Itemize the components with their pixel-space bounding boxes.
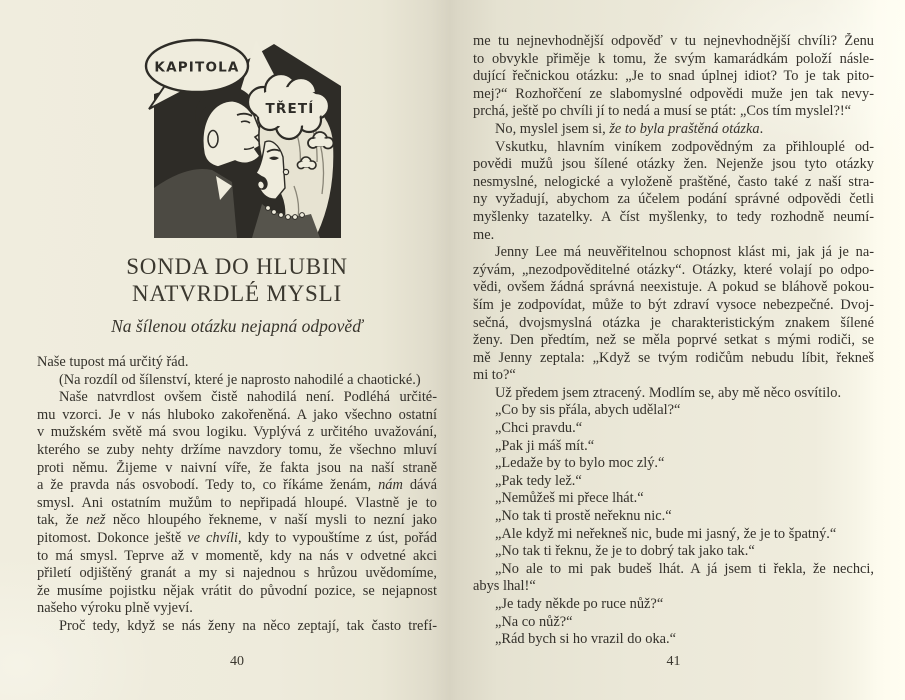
text-line: v mužském světě má svou logiku. Vyplývá z určitého uvažování, <box>37 424 437 441</box>
text-line: mej?“ Rozhořčení ze slabomyslné odpovědi muže jen tak nevy- <box>473 85 874 102</box>
right-page-body <box>473 33 874 649</box>
chapter-subtitle: Na šílenou otázku nejapná odpověď <box>111 316 363 336</box>
text-line: abys lhal!“ <box>473 578 536 595</box>
text-line: Naše natvrdlost ovšem čistě nahodilá není. Podléhá určité- <box>59 389 437 406</box>
chapter-title-line1: SONDA DO HLUBIN <box>126 254 348 279</box>
text-line: me. <box>473 226 495 243</box>
left-page <box>37 0 437 700</box>
text-line: ženy. Den předtím, než se měla poprvé setkat s mými rodiči, se <box>473 332 874 349</box>
text-line: „Pak tedy lež.“ <box>495 472 582 489</box>
text-line: „Rád bych si ho vrazil do oka.“ <box>495 631 677 648</box>
text-line: dující řečnickou otázku: „Je to snad úplnej idiot? To je tak pito- <box>473 68 874 85</box>
text-line: Jenny Lee má neuvěřitelnou schopnost klást mi, jak já je na- <box>495 244 874 261</box>
text-line: me tu nejnevhodnější odpověď v tu nejnevhodnější chvíli? Ženu <box>473 33 874 49</box>
text-line: to má smysl. Teprve až v momentě, kdy na nás v odvetné akci <box>37 547 437 564</box>
text-line: „Ale když mi neřekneš nic, bude mi jasný, že je to špatný.“ <box>495 525 837 542</box>
text-line: našeho výroku plně vyjeví. <box>37 600 193 617</box>
text-line: nesmyslné, nelogické a vyloženě praštěné, často také z naší stra- <box>473 173 874 190</box>
chapter-title <box>37 254 437 307</box>
text-line: mi to?“ <box>473 367 516 384</box>
text-line: No, myslel jsem si, že to byla praštěná otázka. <box>495 120 764 137</box>
text-line: „Nemůžeš mi přece lhát.“ <box>495 490 644 507</box>
text-line: a že pravda nás osvobodí. Tedy to, co říkáme ženám, nám dává <box>37 477 437 494</box>
text-line: zývám, „nezodpověditelné otázky“. Otázky, které volají po odpo- <box>473 261 874 278</box>
text-line: „Ledaže by to bylo moc zlý.“ <box>495 455 665 472</box>
woman-earring <box>283 169 288 174</box>
text-line: „No tak ti prostě neřeknu nic.“ <box>495 508 672 525</box>
text-line: tak, že než něco hloupého řekneme, v naší mysli to nezní jako <box>37 512 437 529</box>
text-line: mě Jenny zeptala: „Když se tvým rodičům nebudu líbit, řekneš <box>473 349 874 366</box>
text-line: kterého se zuby nehty držíme navzdory tomu, že všechno mluví <box>37 441 437 458</box>
thought-cloud-label: TŘETÍ <box>265 101 315 117</box>
text-line: pitomost. Dokonce ještě ve chvíli, kdy to vypouštíme z úst, pořád <box>37 529 437 546</box>
text-line: prchá, ještě po chvíli jí to nedá a musí se ptát: „Cos tím myslel?!“ <box>473 103 852 120</box>
text-line: myšlenky tazatelky. A číst myšlenky, to tedy rozhodně neumí- <box>473 208 874 225</box>
text-line: „Co by sis přála, abych udělal?“ <box>495 402 681 419</box>
text-line: proti němu. Žijeme v naivní víře, že fakta jsou na naší straně <box>37 459 437 476</box>
text-line: ším je zodpovídat, může to být zdraví vysoce nebezpečné. Dvoj- <box>473 296 874 313</box>
text-line: že musíme pojistku nějak vrátit do původní pozice, se nejapnost <box>37 582 437 599</box>
text-line: vědi, ovšem žádná správná neexistuje. A pokud se bláhově pokou- <box>473 279 874 296</box>
left-page-body <box>37 354 437 636</box>
text-line: Vskutku, hlavním viníkem zodpovědným za přihlouplé od- <box>495 138 874 155</box>
text-line: „No tak ti řeknu, že je to dobrý tak jako tak.“ <box>495 543 755 560</box>
text-line: smysl. Ani ostatním mužům to nepřipadá hloupé. Vlastně je to <box>37 494 437 511</box>
text-line: „Pak ji máš mít.“ <box>495 437 595 454</box>
text-line: přiletí odjištěný granát a my si najednou s hrůzou uvědomíme, <box>37 565 437 582</box>
text-line: Už předem jsem ztracený. Modlím se, aby mě něco osvítilo. <box>495 384 842 401</box>
text-line: povědi mužů jsou šílené otázky žen. Nejenže jsou tyto otázky <box>473 156 874 173</box>
text-line: ny vyžadují, abychom za účelem podání správné odpovědi četli <box>473 191 874 208</box>
text-line: „No ale to mi pak budeš lhát. A já jsem ti řekla, že nechci, <box>495 560 874 577</box>
text-line: sečná, dvojsmyslná otázka je charakteristickým znakem šílené <box>473 314 874 331</box>
text-line: Proč tedy, když se nás ženy na něco zeptají, tak často trefí- <box>59 617 437 634</box>
text-line: „Je tady někde po ruce nůž?“ <box>495 596 664 612</box>
text-line: (Na rozdíl od šílenství, které je naprosto nahodilé a chaotické.) <box>59 371 421 388</box>
chapter-illustration <box>134 36 353 248</box>
right-page-number: 41 <box>666 654 681 669</box>
right-page <box>473 0 874 700</box>
text-line: „Chci pravdu.“ <box>495 420 583 437</box>
left-page-number: 40 <box>230 654 244 669</box>
chapter-title-line2: NATVRDLÉ MYSLI <box>132 280 342 306</box>
text-line: „Na co nůž?“ <box>495 613 573 630</box>
text-line: to obvykle přiměje k tomu, že svým kamarádkám položí násle- <box>473 50 874 67</box>
text-line: Naše tupost má určitý řád. <box>37 354 189 370</box>
speech-bubble-label: KAPITOLA <box>154 59 240 76</box>
text-line: mu vzorci. Je v nás hluboko zakořeněná. A jako všechno ostatní <box>37 406 437 423</box>
